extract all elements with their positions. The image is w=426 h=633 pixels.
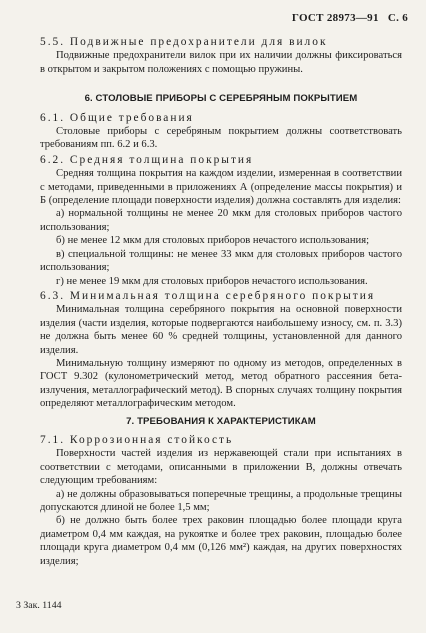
- page-footer-order: 3 Зак. 1144: [16, 600, 62, 611]
- subsection-6-2-text: Средняя толщина покрытия на каждом изделии, измеренная в соответствии с методами, приведенными в приложениях А (определение массы покрытия) и Б (определение площади поверхности изделия) должна составлять для изделия:: [40, 168, 402, 207]
- subsection-6-3-title: 6.3. Минимальная толщина серебряного покрытия: [40, 289, 376, 302]
- standard-number: ГОСТ 28973—91: [291, 12, 379, 24]
- subsection-6-3-text-1: Минимальная толщина серебряного покрытия на основной поверхности изделия (части изделия, которые подвергаются наибольшему износу, см. п. 3.3) не должна быть менее 60 % средней толщины, установленной для данного изделия.: [40, 304, 402, 356]
- page-header: [286, 12, 408, 24]
- subsection-6-1-text: Столовые приборы с серебряным покрытием должны соответствовать требованиям пп. 6.2 и 6.3.: [40, 126, 402, 151]
- section-6-title: 6. СТОЛОВЫЕ ПРИБОРЫ С СЕРЕБРЯНЫМ ПОКРЫТИЕМ: [84, 93, 358, 105]
- section-7-title: 7. ТРЕБОВАНИЯ К ХАРАКТЕРИСТИКАМ: [126, 415, 316, 427]
- subsection-6-1-title: 6.1. Общие требования: [40, 111, 194, 124]
- document-body: [40, 36, 402, 568]
- list-item-v: в) специальной толщины: не менее 33 мкм для столовых приборов частого использования;: [40, 248, 402, 274]
- list-item-b: б) не менее 12 мкм для столовых приборов нечастого использования;: [56, 235, 370, 247]
- subsection-6-3-text-2: Минимальную толщину измеряют по одному из методов, определенных в ГОСТ 9.302 (кулонометрический метод, метод обратного рассеяния бета-излучения, металлографический метод). В спорных случаях толщину покрытия определяют металлографическим методом.: [40, 357, 402, 410]
- list-item-a: а) нормальной толщины не менее 20 мкм для столовых приборов частого использования;: [40, 208, 402, 233]
- subsection-5-5-title: 5.5. Подвижные предохранители для вилок: [40, 36, 328, 48]
- subsection-7-1-text: Поверхности частей изделия из нержавеющей стали при испытаниях в соответствии с методами, описанными в приложении В, должны отвечать следующим требованиям:: [40, 448, 402, 487]
- subsection-6-2-title: 6.2. Средняя толщина покрытия: [40, 153, 254, 166]
- list-item-g: г) не менее 19 мкм для столовых приборов нечастого использования.: [56, 275, 368, 287]
- subsection-7-1-title: 7.1. Коррозионная стойкость: [40, 433, 234, 446]
- list-item-7-a: а) не должны образовываться поперечные трещины, а продольные трещины допускаются длиной не более 1,5 мм;: [40, 488, 402, 513]
- page-number: С. 6: [387, 12, 408, 24]
- subsection-5-5-text: Подвижные предохранители вилок при их наличии должны фиксироваться в открытом и закрытом положениях с помощью пружины.: [40, 50, 402, 75]
- list-item-7-b: б) не должно быть более трех раковин площадью более площади круга диаметром 0,4 мм каждая, на рукоятке и более трех раковин, площадью более площади круга диаметром 0,4 мм (0,126 мм²) каждая, на других поверхностях изделия;: [40, 515, 402, 567]
